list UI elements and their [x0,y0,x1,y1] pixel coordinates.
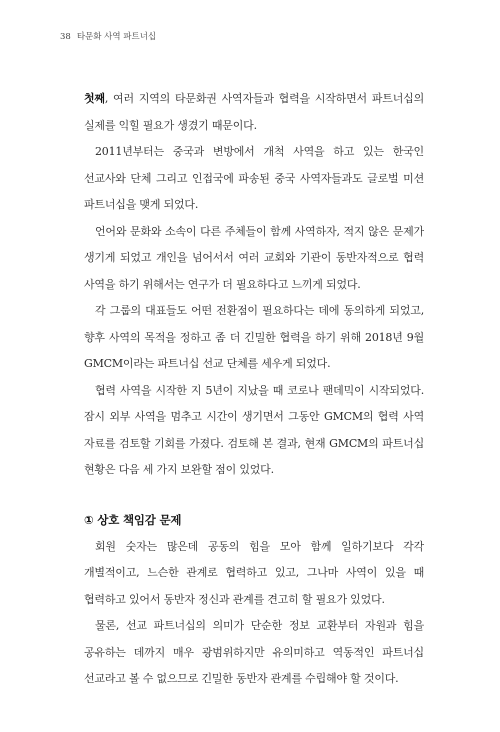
section-paragraph: 물론, 선교 파트너십의 의미가 단순한 정보 교환부터 자원과 힘을 공유하는 데까지 매우 광범위하지만 유의미하고 역동적인 파트너십 선교라고 볼 수 없으므로 긴밀한 동반자 관계를 수립해야 할 것이다. [84,619,424,685]
section-paragraph: 회원 숫자는 많은데 공동의 힘을 모아 함께 일하기보다 각각 개별적이고, 느슨한 관계로 협력하고 있고, 그나마 사역이 있을 때 협력하고 있어서 동반자 정신과 관계를 견고히 할 필요가 있었다. [84,539,424,606]
book-title: 타문화 사역 파트너십 [76,32,157,42]
intro-paragraph [84,86,424,139]
section-heading: ① 상호 책임감 문제 [84,512,182,527]
intro-lead-word: 첫째 [84,92,105,105]
running-header [60,30,156,42]
page-number: 38 [60,32,71,42]
intro-paragraph-text: , 여러 지역의 타문화권 사역자들과 협력을 시작하면서 파트너십의 실제를 익힐 필요가 생겼기 때문이다. [84,92,424,132]
body-paragraph: 언어와 문화와 소속이 다른 주체들이 함께 사역하자, 적지 않은 문제가 생기게 되었고 개인을 넘어서서 여러 교회와 기관이 동반자적으로 협력 사역을 하기 위해서는 연구가 더 필요하다고 느끼게 되었다. [84,224,424,291]
body-paragraph: 협력 사역을 시작한 지 5년이 지났을 때 코로나 팬데믹이 시작되었다. 잠시 외부 사역을 멈추고 시간이 생기면서 그동안 GMCM의 협력 사역 자료를 검토할 기회를 가졌다. 검토해 본 결과, 현재 GMCM의 파트너십 현황은 다음 세 가지 보완할 점이 있었다. [84,383,424,476]
body-paragraph: 각 그룹의 대표들도 어떤 전환점이 필요하다는 데에 동의하게 되었고, 향후 사역의 목적을 정하고 좀 더 긴밀한 협력을 하기 위해 2018년 9월 GMCM이라는 파트너십 선교 단체를 세우게 되었다. [84,304,424,370]
body-paragraph: 2011년부터는 중국과 변방에서 개척 사역을 하고 있는 한국인 선교사와 단체 그리고 인접국에 파송된 중국 사역자들과도 글로벌 미션 파트너십을 맺게 되었다. [84,145,424,211]
page-body [84,86,424,693]
